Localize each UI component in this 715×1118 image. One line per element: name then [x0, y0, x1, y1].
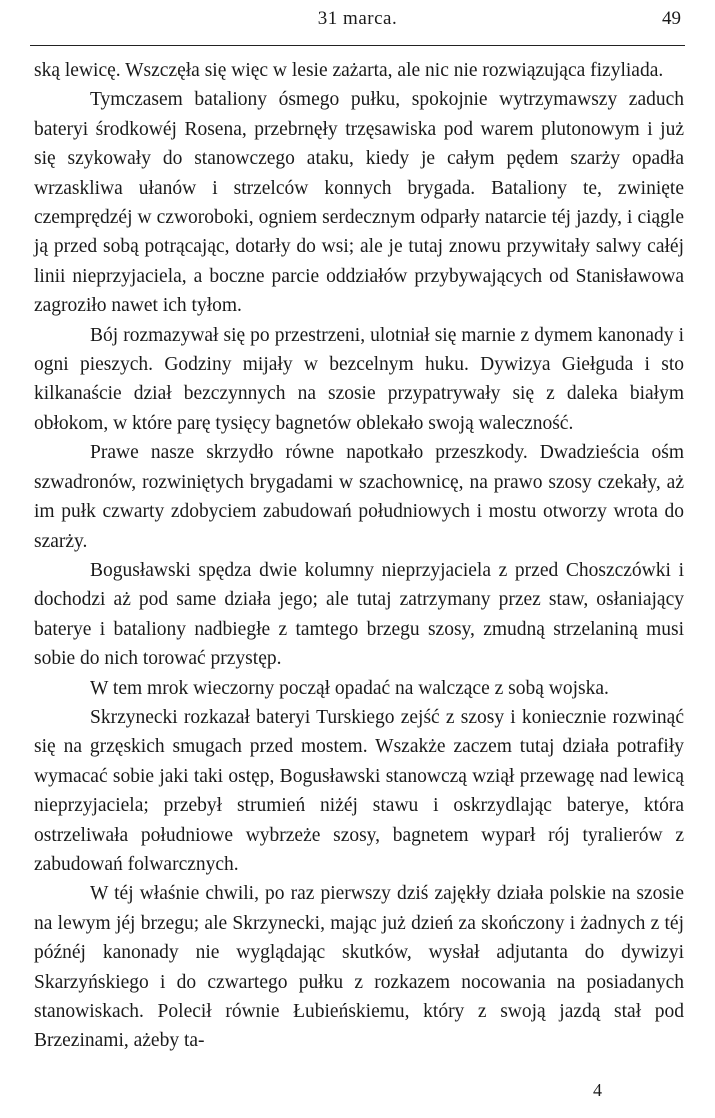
- paragraph: Prawe nasze skrzydło równe napotkało przeszkody. Dwadzieścia ośm szwadronów, rozwiniętych brygadami w szachownicę, na prawo szosy czekały, aż im pułk czwarty zdobyciem zabudowań południowych i mostu otworzy wrota do szarży.: [34, 442, 684, 552]
- book-page: [30, 0, 685, 1118]
- header-rule: [30, 45, 685, 46]
- paragraph: W tem mrok wieczorny począł opadać na walczące z sobą wojska.: [90, 677, 609, 699]
- text-body: [34, 56, 684, 1056]
- paragraph: Skrzynecki rozkazał bateryi Turskiego zejść z szosy i koniecznie rozwinąć się na grzęskich smugach przed mostem. Wszakże zaczem tutaj działa potrafiły wymacać sobie jaki taki ostęp, Bogusławski stanowczą wziął przewagę nad lewicą nieprzyjaciela; przebył strumień niżéj stawu i oskrzydlając baterye, która ostrzeliwała południowe wybrzeże szosy, bagnetem wyparł rój tyralierów z zabudowań folwarcznych.: [34, 706, 684, 875]
- signature-mark: 4: [593, 1080, 602, 1100]
- paragraph: Tymczasem bataliony ósmego pułku, spokojnie wytrzymawszy zaduch bateryi środkowéj Rosena, przebrnęły trzęsawiska pod warem plutonowym i już się szykowały do stanowczego ataku, kiedy je całym pędem szarży opadła wrzaskliwa ułanów i strzelców konnych brygada. Bataliony te, zwinięte czemprędzéj w czworoboki, ogniem serdecznym odparły natarcie téj jazdy, i ciągle ją przed sobą potrącając, dotarły do wsi; ale je tutaj znowu przywitały salwy całéj linii nieprzyjaciela, a boczne parcie oddziałów przybywających od Stanisławowa zagroziło nawet ich tyłom.: [34, 89, 684, 317]
- running-header: [30, 8, 685, 36]
- page-number: 49: [662, 8, 681, 29]
- paragraph: Bój rozmazywał się po przestrzeni, ulotniał się marnie z dymem kanonady i ogni pieszych. Godziny mijały w bezcelnym huku. Dywizya Giełguda i sto kilkanaście dział bezczynnych na szosie przypatrywały się z daleka białym obłokom, w które parę tysięcy bagnetów oblekało swoją waleczność.: [34, 324, 684, 434]
- paragraph: W téj właśnie chwili, po raz pierwszy dziś zajękły działa polskie na szosie na lewym jéj brzegu; ale Skrzynecki, mając już dzień za skończony i żadnych z téj późnéj kanonady nie wyglądając skutków, wysłał adjutanta do dywizyi Skarzyńskiego i do czwartego pułku z rozkazem nocowania na posiadanych stanowiskach. Polecił równie Łubieńskiemu, który z swoją jazdą stał pod Brzezinami, ażeby ta-: [34, 883, 684, 1052]
- paragraph: ską lewicę. Wszczęła się więc w lesie zażarta, ale nic nie rozwiązująca fizyliada.: [34, 60, 664, 81]
- paragraph: Bogusławski spędza dwie kolumny nieprzyjaciela z przed Choszczówki i dochodzi aż pod same działa jego; ale tutaj zatrzymany przez staw, osłaniający baterye i bataliony nadbiegłe z tamtego brzegu szosy, zmudną strzelaniną musi sobie do nich torować przystęp.: [34, 559, 684, 670]
- running-title: 31 marca.: [317, 8, 398, 29]
